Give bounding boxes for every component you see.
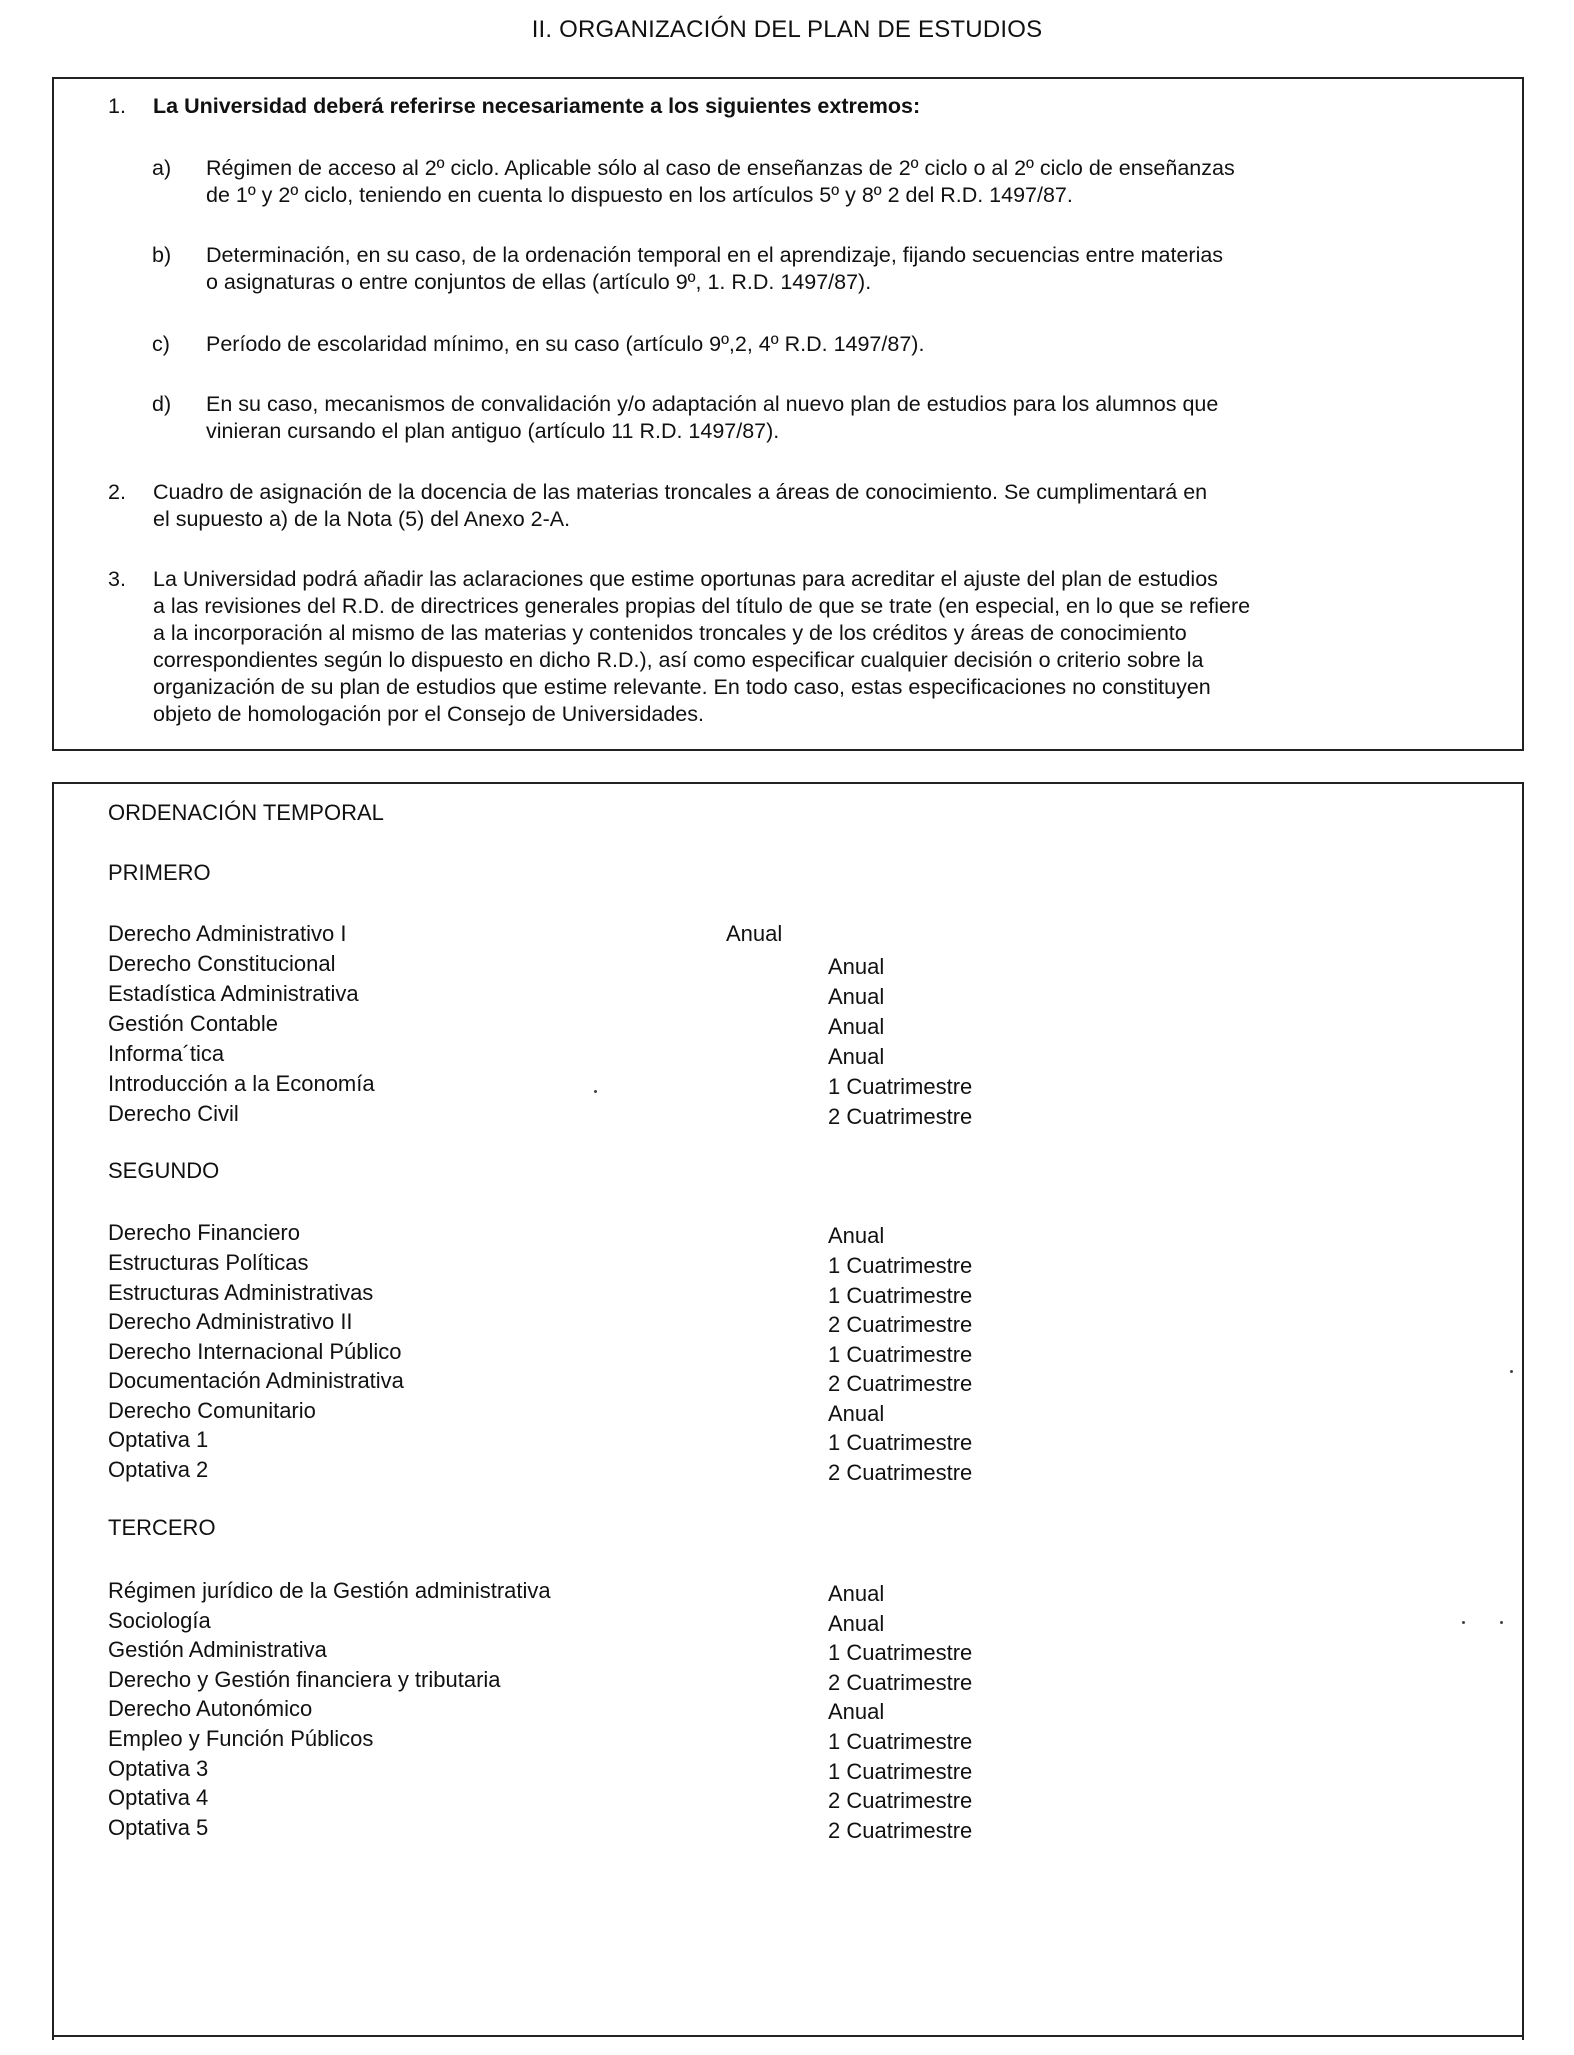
course-name: Informa´tica: [108, 1041, 225, 1066]
course-row: [0, 1396, 1200, 1426]
course-row: [0, 1366, 1200, 1396]
course-row: [0, 949, 1200, 979]
page-title: II. ORGANIZACIÓN DEL PLAN DE ESTUDIOS: [531, 16, 1043, 43]
course-row: [0, 1783, 1200, 1813]
scan-speck: [1462, 1621, 1465, 1624]
course-name: Derecho Comunitario: [108, 1398, 316, 1423]
course-period: 1 Cuatrimestre: [828, 1640, 973, 1665]
course-name: Introducción a la Economía: [108, 1071, 375, 1096]
item-line: a la incorporación al mismo de las materias y contenidos troncales y de los créditos y áreas de conocimiento: [153, 621, 1187, 645]
course-row: [0, 1665, 1200, 1695]
course-period: Anual: [828, 1044, 885, 1069]
course-name: Optativa 3: [108, 1756, 209, 1781]
subitem-b: [152, 242, 1512, 302]
course-row: [0, 1307, 1200, 1337]
course-name: Gestión Contable: [108, 1011, 278, 1036]
course-name: Optativa 5: [108, 1815, 209, 1840]
course-period: 1 Cuatrimestre: [828, 1342, 973, 1367]
course-period: Anual: [726, 921, 783, 946]
item-line: objeto de homologación por el Consejo de Universidades.: [153, 702, 704, 726]
subitem-line: Período de escolaridad mínimo, en su caso (artículo 9º,2, 4º R.D. 1497/87).: [206, 332, 925, 356]
subitem-d: [152, 391, 1512, 451]
item-number: 1.: [108, 94, 126, 118]
course-row: [0, 1039, 1200, 1069]
course-row: [0, 1248, 1200, 1278]
course-row: [0, 1425, 1200, 1455]
course-name: Derecho Civil: [108, 1101, 239, 1126]
course-row: [0, 1009, 1200, 1039]
course-name: Derecho Autonómico: [108, 1696, 313, 1721]
requirement-item-1: [108, 93, 1508, 123]
requirement-item-3: [108, 566, 1508, 736]
course-name: Gestión Administrativa: [108, 1637, 327, 1662]
course-row: [0, 1099, 1200, 1129]
subitem-a: [152, 155, 1512, 215]
subitem-c: [152, 331, 1512, 361]
course-name: Sociología: [108, 1608, 211, 1633]
subitem-letter: c): [152, 332, 170, 356]
course-period: 2 Cuatrimestre: [828, 1371, 973, 1396]
item-text: La Universidad deberá referirse necesariamente a los siguientes extremos:: [153, 94, 921, 118]
scan-speck: [594, 1090, 597, 1093]
course-name: Estadística Administrativa: [108, 981, 359, 1006]
requirement-item-2: [108, 479, 1508, 539]
course-period: Anual: [828, 1401, 885, 1426]
course-row: [0, 1455, 1200, 1485]
course-row: [0, 1813, 1200, 1843]
subitem-line: o asignaturas o entre conjuntos de ellas (artículo 9º, 1. R.D. 1497/87).: [206, 270, 872, 294]
course-period: 1 Cuatrimestre: [828, 1253, 973, 1278]
course-name: Derecho y Gestión financiera y tributaria: [108, 1667, 501, 1692]
course-period: Anual: [828, 1699, 885, 1724]
scan-speck: [1510, 1370, 1513, 1373]
subitem-letter: a): [152, 156, 172, 180]
course-period: Anual: [828, 954, 885, 979]
course-period: Anual: [828, 984, 885, 1009]
course-row: [0, 1278, 1200, 1308]
year-heading-tercero: TERCERO: [108, 1515, 216, 1540]
course-period: 1 Cuatrimestre: [828, 1430, 973, 1455]
course-row: [0, 1606, 1200, 1636]
course-row: [0, 1724, 1200, 1754]
item-number: 2.: [108, 480, 126, 504]
item-number: 3.: [108, 567, 126, 591]
course-name: Derecho Constitucional: [108, 951, 336, 976]
bottom-rule: [52, 2035, 1524, 2037]
course-name: Derecho Administrativo I: [108, 921, 347, 946]
course-name: Régimen jurídico de la Gestión administrativa: [108, 1578, 551, 1603]
course-name: Documentación Administrativa: [108, 1368, 404, 1393]
subitem-letter: d): [152, 392, 172, 416]
course-period: 1 Cuatrimestre: [828, 1729, 973, 1754]
subitem-line: Determinación, en su caso, de la ordenación temporal en el aprendizaje, fijando secuencias entre materias: [206, 243, 1224, 267]
course-period: Anual: [828, 1014, 885, 1039]
course-period: 2 Cuatrimestre: [828, 1460, 973, 1485]
course-row: [0, 919, 1200, 949]
item-line: correspondientes según lo dispuesto en dicho R.D.), así como especificar cualquier decisión o criterio sobre la: [153, 648, 1204, 672]
course-period: 1 Cuatrimestre: [828, 1074, 973, 1099]
course-name: Empleo y Función Públicos: [108, 1726, 374, 1751]
course-name: Estructuras Administrativas: [108, 1280, 374, 1305]
course-row: [0, 1218, 1200, 1248]
course-row: [0, 1694, 1200, 1724]
course-name: Estructuras Políticas: [108, 1250, 309, 1275]
course-name: Derecho Administrativo II: [108, 1309, 353, 1334]
course-period: 2 Cuatrimestre: [828, 1312, 973, 1337]
course-period: 2 Cuatrimestre: [828, 1818, 973, 1843]
year-heading-segundo: SEGUNDO: [108, 1158, 220, 1183]
course-name: Optativa 4: [108, 1785, 209, 1810]
course-period: Anual: [828, 1581, 885, 1606]
course-period: 1 Cuatrimestre: [828, 1759, 973, 1784]
course-name: Optativa 2: [108, 1457, 209, 1482]
course-row: [0, 1754, 1200, 1784]
item-line: organización de su plan de estudios que estime relevante. En todo caso, estas especificaciones no constituyen: [153, 675, 1211, 699]
course-row: [0, 1069, 1200, 1099]
course-name: Derecho Financiero: [108, 1220, 300, 1245]
course-row: [0, 1576, 1200, 1606]
course-row: [0, 1337, 1200, 1367]
course-row: [0, 1635, 1200, 1665]
year-heading-primero: PRIMERO: [108, 860, 211, 885]
scan-speck: [1500, 1621, 1503, 1624]
course-period: Anual: [828, 1223, 885, 1248]
schedule-title: ORDENACIÓN TEMPORAL: [108, 800, 384, 825]
course-period: 2 Cuatrimestre: [828, 1104, 973, 1129]
course-name: Derecho Internacional Público: [108, 1339, 402, 1364]
subitem-line: vinieran cursando el plan antiguo (artículo 11 R.D. 1497/87).: [206, 419, 780, 443]
course-period: 2 Cuatrimestre: [828, 1670, 973, 1695]
subitem-letter: b): [152, 243, 172, 267]
item-line: Cuadro de asignación de la docencia de las materias troncales a áreas de conocimiento. Se cumplimentará en: [153, 480, 1208, 504]
item-line: a las revisiones del R.D. de directrices generales propias del título de que se trate (en especial, en lo que se refiere: [153, 594, 1251, 618]
course-row: [0, 979, 1200, 1009]
course-period: Anual: [828, 1611, 885, 1636]
subitem-line: Régimen de acceso al 2º ciclo. Aplicable sólo al caso de enseñanzas de 2º ciclo o al 2º ciclo de enseñanzas: [206, 156, 1235, 180]
course-name: Optativa 1: [108, 1427, 209, 1452]
course-period: 1 Cuatrimestre: [828, 1283, 973, 1308]
subitem-line: de 1º y 2º ciclo, teniendo en cuenta lo dispuesto en los artículos 5º y 8º 2 del R.D. 1497/87.: [206, 183, 1073, 207]
item-line: La Universidad podrá añadir las aclaraciones que estime oportunas para acreditar el ajuste del plan de estudios: [153, 567, 1218, 591]
course-period: 2 Cuatrimestre: [828, 1788, 973, 1813]
subitem-line: En su caso, mecanismos de convalidación y/o adaptación al nuevo plan de estudios para los alumnos que: [206, 392, 1219, 416]
item-line: el supuesto a) de la Nota (5) del Anexo 2-A.: [153, 507, 571, 531]
